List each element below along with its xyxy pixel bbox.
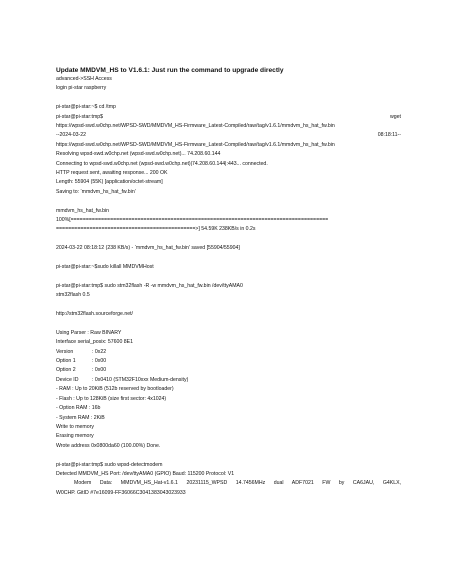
blank-line [56, 272, 401, 281]
output-line: Connecting to wpsd-swd.w0chp.net (wpsd-swd.w0chp.net)|74.208.60.144|:443... connected. [56, 160, 268, 167]
blank-line [56, 94, 401, 103]
device-info-key: Option 2 [56, 367, 76, 374]
url-line: https://wpsd-swd.w0chp.net/WPSD-SWD/MMDVM_HS-Firmware_Latest-Compiled/raw/tag/v1.6.1/mmdvm_hs_hat_fw.bin [56, 141, 335, 148]
date-text: --2024-03-22 [56, 132, 86, 139]
output-line: - Option RAM : 16b [56, 405, 101, 412]
output-line: - System RAM : 2KiB [56, 414, 105, 421]
output-line: W0CHP. GitID #7e16099-FF36066C3041383043023933 [56, 489, 186, 496]
command-text: wget [390, 113, 401, 120]
device-info-row [56, 366, 401, 375]
blank-line [56, 319, 401, 328]
text-line: login pi-star raspberry [56, 85, 107, 92]
output-line: Wrote address 0x0800da60 (100.00%) Done. [56, 442, 161, 449]
device-info-row [56, 348, 401, 357]
document-body [56, 66, 401, 498]
page-title: Update MMDVM_HS to V1.6.1: Just run the command to upgrade directly [56, 67, 284, 74]
prompt-text: pi-star@pi-star:tmp$ [56, 113, 104, 120]
device-info-key: Version [56, 348, 74, 355]
timestamp-line [56, 131, 401, 140]
output-line: 2024-03-22 08:18:12 (238 KB/s) - ‘mmdvm_hs_hat_fw.bin’ saved [55904/55904] [56, 245, 240, 252]
device-info-value: : 0x00 [92, 367, 107, 374]
blank-line [56, 254, 401, 263]
device-info-key: Option 1 [56, 358, 76, 365]
command-line: pi-star@pi-star:tmp$ sudo stm32flash -R -w mmdvm_hs_hat_fw.bin /dev/ttyAMA0 [56, 282, 243, 289]
command-line [56, 113, 401, 122]
output-line: Length: 55904 (55K) [application/octet-stream] [56, 179, 163, 186]
output-line: Detected MMDVM_HS Port: /dev/ttyAMA0 (GPIO) Baud: 115200 Protocol: V1 [56, 470, 235, 477]
device-info-key: Device ID [56, 376, 79, 383]
url-line: https://wpsd-swd.w0chp.net/WPSD-SWD/MMDVM_HS-Firmware_Latest-Compiled/raw/tag/v1.6.1/mmdvm_hs_hat_fw.bin [56, 123, 335, 130]
device-info-value: : 0x0410 (STM32F10xxx Medium-density) [92, 376, 189, 383]
blank-line [56, 235, 401, 244]
text-line: advanced->SSH Access [56, 76, 112, 82]
output-line: Interface serial_posix: 57600 8E1 [56, 339, 133, 346]
output-line: Using Parser : Raw BINARY [56, 329, 122, 336]
blank-line [56, 197, 401, 206]
output-line: Modem Data: MMDVM_HS_Hat-v1.6.1 20231115_WPSD 14.7456MHz dual ADF7021 FW by CA6JAU, G4KLX, [74, 480, 401, 487]
output-line: Erasing memory [56, 433, 94, 440]
output-line: Saving to: ‘mmdvm_hs_hat_fw.bin’ [56, 188, 136, 195]
device-info-value: : 0x00 [92, 358, 107, 365]
time-text: 08:18:11-- [377, 132, 401, 139]
blank-line [56, 451, 401, 460]
blank-line [56, 301, 401, 310]
output-line: Resolving wpsd-swd.w0chp.net (wpsd-swd.w0chp.net)... 74.208.60.144 [56, 151, 221, 158]
device-info-value: : 0x22 [92, 348, 107, 355]
output-line: stm32flash 0.5 [56, 292, 90, 299]
url-line: http://stm32flash.sourceforge.net/ [56, 311, 133, 318]
command-line: pi-star@pi-star:~$ cd /tmp [56, 104, 116, 111]
output-line: - RAM : Up to 20KiB (512b reserved by bootloader) [56, 386, 174, 393]
output-line: HTTP request sent, awaiting response... 200 OK [56, 170, 168, 177]
progress-bar-line: 100%[===================================================================================== [56, 217, 329, 224]
output-line: mmdvm_hs_hat_fw.bin [56, 207, 110, 214]
output-line: - Flash : Up to 128KiB (size first sector: 4x1024) [56, 395, 167, 402]
output-line: Write to memory [56, 423, 94, 430]
device-info-row [56, 376, 401, 385]
device-info-row [56, 357, 401, 366]
progress-bar-line: ==============================================>] 54.59K 238KB/s in 0.2s [56, 226, 256, 233]
command-line: pi-star@pi-star:~$sudo killall MMDVMHost [56, 264, 154, 271]
command-line: pi-star@pi-star:tmp$ sudo wpsd-detectmodem [56, 461, 163, 468]
